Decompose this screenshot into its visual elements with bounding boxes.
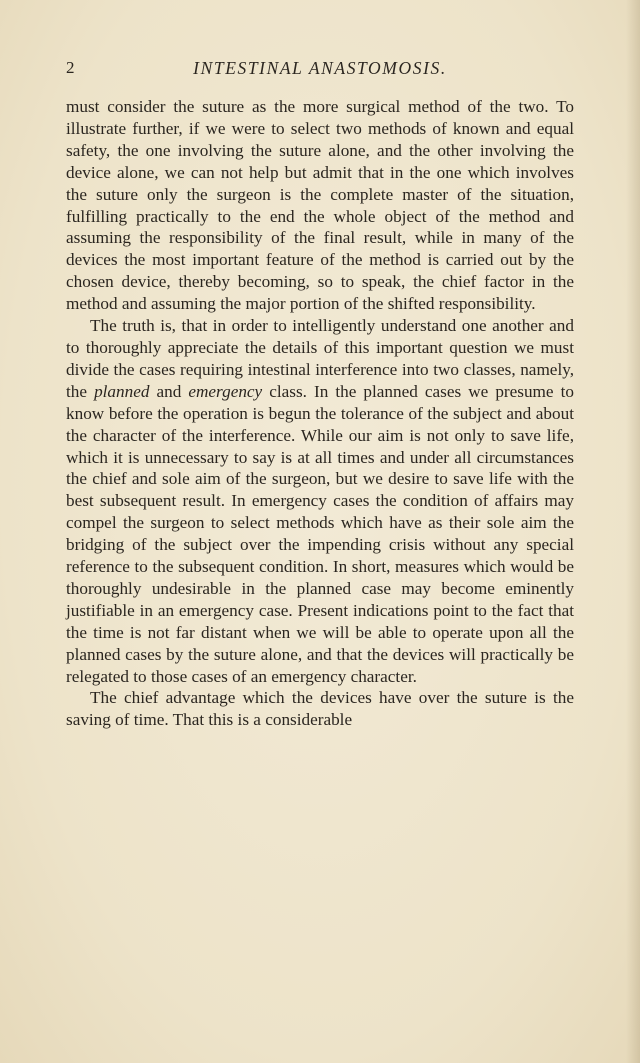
page-edge-shadow (626, 0, 640, 1063)
emphasis-planned: planned (94, 381, 150, 401)
paragraph-2-text-a: The truth is, that in order to intelligently understand one another and to thoroughly appreciate the details of this important question we must divide the cases requiring intestinal interference into two classes, namely, the (66, 316, 574, 401)
running-head (66, 58, 574, 82)
paragraph-3: The chief advantage which the devices have over the suture is the saving of time. That this is a considerable (66, 688, 574, 730)
body-text (66, 96, 574, 731)
paragraph-2-text-c: class. In the planned cases we presume to know before the operation is begun the tolerance of the subject and about the character of the interference. While our aim is not only to save life, which it is unnecessary to say is at all times and under all circumstances the chief and sole aim of the surgeon, but we desire to save life with the best subsequent result. In emergency cases the condition of affairs may compel the surgeon to select methods which have as their sole aim the bridging of the subject over the impending crisis without any special reference to the subsequent condition. In short, measures which would be thoroughly undesirable in the planned case may become eminently justifiable in an emergency case. Present indications point to the fact that the time is not far distant when we will be able to operate upon all the planned cases by the suture alone, and that the devices will practically be relegated to those cases of an emergency character. (66, 381, 574, 686)
running-title: INTESTINAL ANASTOMOSIS. (193, 58, 447, 78)
paragraph-2-text-b: and (149, 381, 189, 401)
page-number: 2 (66, 58, 75, 77)
paragraph-1: must consider the suture as the more surgical method of the two. To illustrate further, if we were to select two methods of known and equal safety, the one involving the suture alone, and the other involving the device alone, we can not help but admit that in the one which involves the suture only the surgeon is the complete master of the situation, fulfilling practically to the end the whole object of the method and assuming the responsibility of the final result, while in many of the devices the most important feature of the method is carried out by the chosen device, thereby becoming, so to speak, the chief factor in the method and assuming the major portion of the shifted responsibility. (66, 97, 574, 314)
paragraph-2 (66, 315, 574, 687)
emphasis-emergency: emergency (188, 381, 263, 401)
